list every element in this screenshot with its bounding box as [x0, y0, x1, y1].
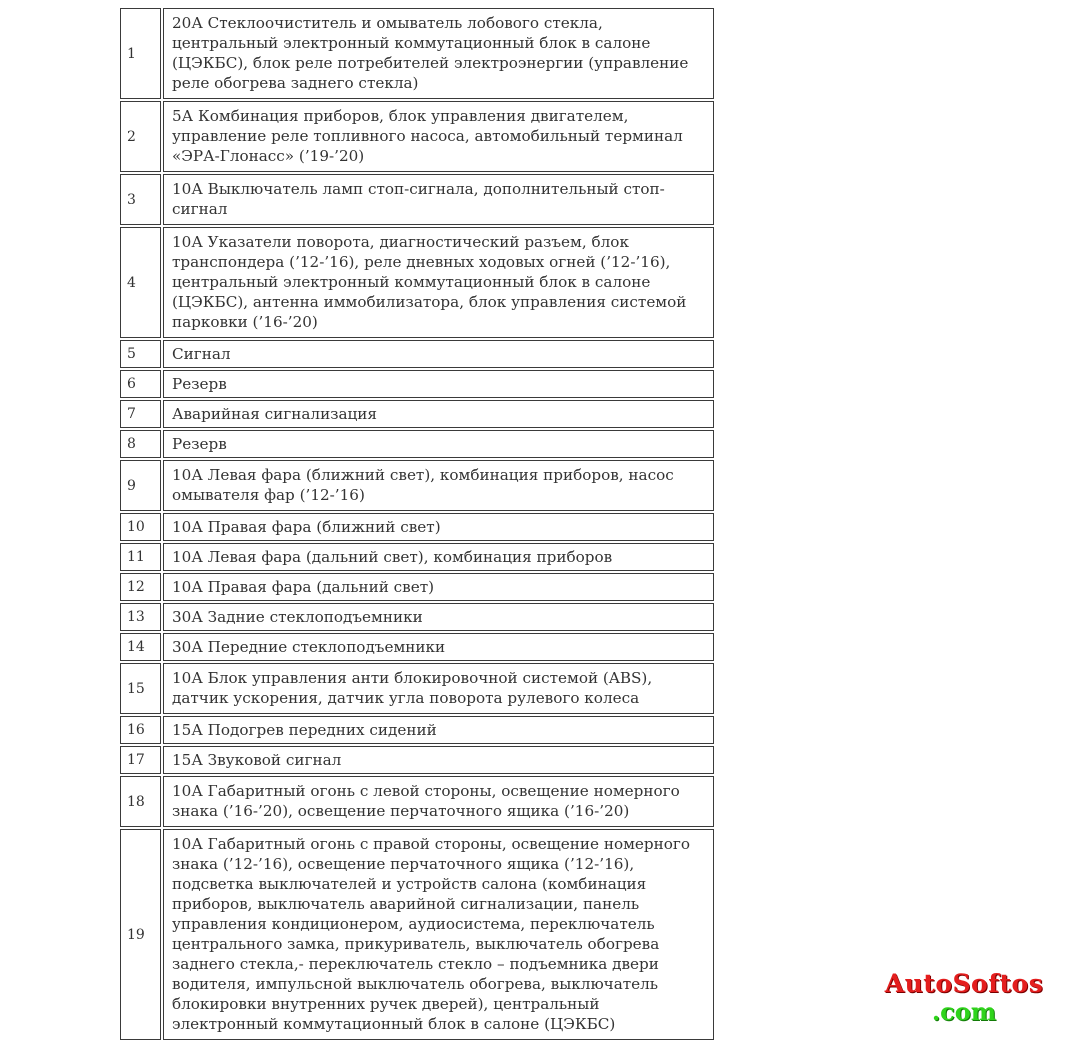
- fuse-description: Резерв: [163, 370, 714, 398]
- fuse-number: 2: [120, 101, 161, 172]
- fuse-number: 9: [120, 460, 161, 511]
- fuse-number: 4: [120, 227, 161, 338]
- table-row: [120, 400, 714, 428]
- fuse-table: [118, 6, 716, 1042]
- table-row: [120, 776, 714, 827]
- table-row: [120, 8, 714, 99]
- table-row: [120, 543, 714, 571]
- table-row: [120, 633, 714, 661]
- table-row: [120, 573, 714, 601]
- table-row: [120, 716, 714, 744]
- fuse-number: 11: [120, 543, 161, 571]
- fuse-description: 10А Выключатель ламп стоп-сигнала, дополнительный стоп-сигнал: [163, 174, 714, 225]
- fuse-description: 10А Правая фара (дальний свет): [163, 573, 714, 601]
- fuse-number: 15: [120, 663, 161, 714]
- table-row: [120, 370, 714, 398]
- fuse-number: 13: [120, 603, 161, 631]
- fuse-description: 30А Задние стеклоподъемники: [163, 603, 714, 631]
- table-row: [120, 746, 714, 774]
- fuse-table-body: [120, 8, 714, 1040]
- fuse-number: 5: [120, 340, 161, 368]
- table-row: [120, 227, 714, 338]
- fuse-number: 7: [120, 400, 161, 428]
- table-row: [120, 340, 714, 368]
- fuse-number: 1: [120, 8, 161, 99]
- watermark-logo: [868, 970, 1060, 1026]
- fuse-number: 18: [120, 776, 161, 827]
- fuse-description: Резерв: [163, 430, 714, 458]
- fuse-description: 15А Звуковой сигнал: [163, 746, 714, 774]
- fuse-number: 14: [120, 633, 161, 661]
- watermark-tld: .com: [931, 997, 997, 1026]
- fuse-number: 16: [120, 716, 161, 744]
- fuse-description: 10А Габаритный огонь с левой стороны, освещение номерного знака (’16-’20), освещение перчаточного ящика (’16-’20): [163, 776, 714, 827]
- fuse-description: 10А Правая фара (ближний свет): [163, 513, 714, 541]
- table-row: [120, 663, 714, 714]
- fuse-description: 10А Габаритный огонь с правой стороны, освещение номерного знака (’12-’16), освещение перчаточного ящика (’12-’16), подсветка выключателей и устройств салона (комбинация приборов, выключатель аварийной сигнализации, панель управления кондиционером, аудиосистема, переключатель центрального замка, прикуриватель, выключатель обогрева заднего стекла,- переключатель стекло – подъемника двери водителя, импульсной выключатель обогрева, выключатель блокировки внутренних ручек дверей), центральный электронный коммутационный блок в салоне (ЦЭКБС): [163, 829, 714, 1040]
- fuse-description: 10А Блок управления анти блокировочной системой (ABS), датчик ускорения, датчик угла поворота рулевого колеса: [163, 663, 714, 714]
- fuse-number: 17: [120, 746, 161, 774]
- fuse-description: 10А Левая фара (дальний свет), комбинация приборов: [163, 543, 714, 571]
- fuse-number: 3: [120, 174, 161, 225]
- fuse-description: Аварийная сигнализация: [163, 400, 714, 428]
- fuse-description: 15А Подогрев передних сидений: [163, 716, 714, 744]
- fuse-description: 5А Комбинация приборов, блок управления двигателем, управление реле топливного насоса, автомобильный терминал «ЭРА-Глонасс» (’19-’20): [163, 101, 714, 172]
- table-row: [120, 829, 714, 1040]
- fuse-number: 19: [120, 829, 161, 1040]
- table-row: [120, 430, 714, 458]
- fuse-description: 10А Указатели поворота, диагностический разъем, блок транспондера (’12-’16), реле дневных ходовых огней (’12-’16), центральный электронный коммутационный блок в салоне (ЦЭКБС), антенна иммобилизатора, блок управления системой парковки (’16-’20): [163, 227, 714, 338]
- fuse-description: Сигнал: [163, 340, 714, 368]
- fuse-number: 12: [120, 573, 161, 601]
- fuse-description: 10А Левая фара (ближний свет), комбинация приборов, насос омывателя фар (’12-’16): [163, 460, 714, 511]
- fuse-description: 20А Стеклоочиститель и омыватель лобового стекла, центральный электронный коммутационный блок в салоне (ЦЭКБС), блок реле потребителей электроэнергии (управление реле обогрева заднего стекла): [163, 8, 714, 99]
- fuse-description: 30А Передние стеклоподъемники: [163, 633, 714, 661]
- table-row: [120, 174, 714, 225]
- fuse-number: 10: [120, 513, 161, 541]
- fuse-number: 8: [120, 430, 161, 458]
- table-row: [120, 513, 714, 541]
- fuse-number: 6: [120, 370, 161, 398]
- table-row: [120, 603, 714, 631]
- table-row: [120, 460, 714, 511]
- watermark-brand: AutoSoftos: [884, 969, 1044, 998]
- table-row: [120, 101, 714, 172]
